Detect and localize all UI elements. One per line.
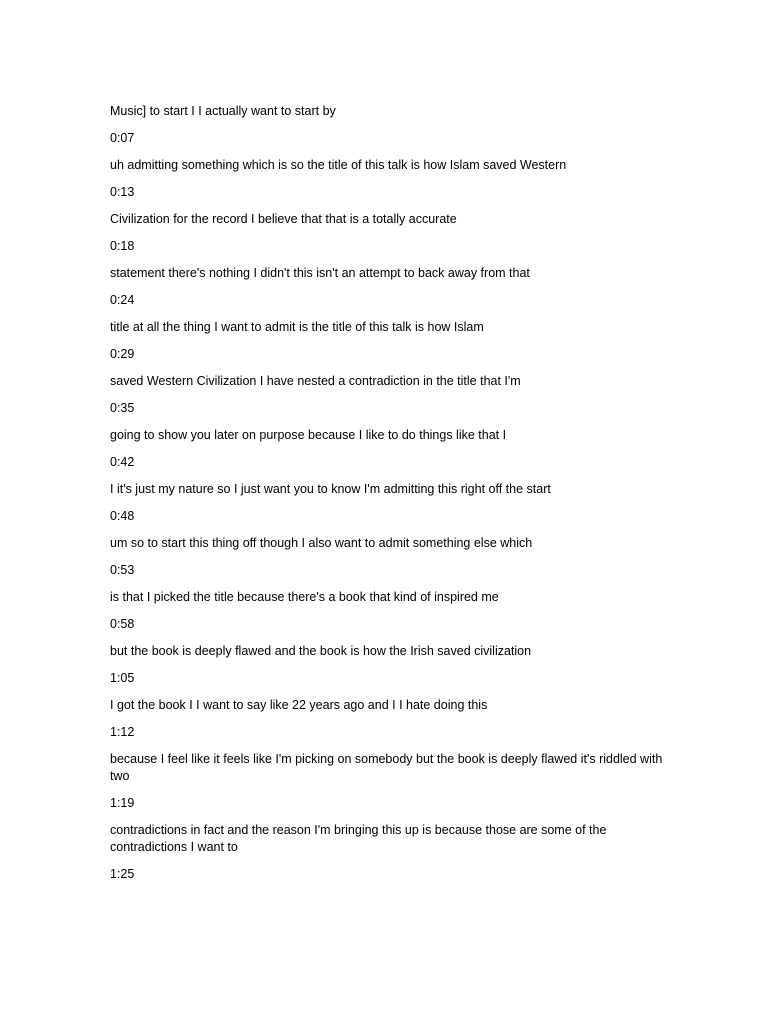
transcript-entry	[110, 751, 680, 785]
transcript-entry	[110, 427, 680, 444]
transcript-text: Music] to start I I actually want to start by	[110, 104, 336, 118]
transcript-entry	[110, 373, 680, 390]
transcript-timestamp-row	[110, 400, 680, 417]
transcript-timestamp: 0:35	[110, 401, 135, 415]
transcript-timestamp: 0:48	[110, 509, 135, 523]
transcript-timestamp: 0:24	[110, 293, 135, 307]
transcript-text: is that I picked the title because there's a book that kind of inspired me	[110, 590, 499, 604]
transcript-page	[110, 103, 680, 893]
transcript-timestamp: 0:29	[110, 347, 135, 361]
transcript-timestamp-row	[110, 238, 680, 255]
transcript-entry	[110, 319, 680, 336]
transcript-text: um so to start this thing off though I also want to admit something else which	[110, 536, 533, 550]
transcript-text: I got the book I I want to say like 22 years ago and I I hate doing this	[110, 698, 488, 712]
transcript-timestamp: 1:19	[110, 796, 135, 810]
transcript-text: contradictions in fact and the reason I'm bringing this up is because those are some of the contradictions I want to	[110, 823, 607, 854]
transcript-text: saved Western Civilization I have nested a contradiction in the title that I'm	[110, 374, 521, 388]
transcript-timestamp-row	[110, 724, 680, 741]
transcript-timestamp-row	[110, 130, 680, 147]
transcript-entry	[110, 265, 680, 282]
transcript-text: going to show you later on purpose because I like to do things like that I	[110, 428, 507, 442]
transcript-timestamp-row	[110, 616, 680, 633]
transcript-text: Civilization for the record I believe that that is a totally accurate	[110, 212, 457, 226]
transcript-timestamp-row	[110, 795, 680, 812]
transcript-timestamp: 1:12	[110, 725, 135, 739]
transcript-entry	[110, 822, 680, 856]
transcript-entry	[110, 643, 680, 660]
transcript-text: uh admitting something which is so the title of this talk is how Islam saved Western	[110, 158, 567, 172]
transcript-timestamp-row	[110, 562, 680, 579]
transcript-text: but the book is deeply flawed and the book is how the Irish saved civilization	[110, 644, 532, 658]
transcript-entry	[110, 697, 680, 714]
transcript-timestamp: 0:13	[110, 185, 135, 199]
transcript-entry	[110, 481, 680, 498]
transcript-list	[110, 103, 680, 883]
transcript-entry	[110, 103, 680, 120]
transcript-timestamp-row	[110, 292, 680, 309]
transcript-timestamp-row	[110, 866, 680, 883]
transcript-timestamp-row	[110, 670, 680, 687]
transcript-entry	[110, 211, 680, 228]
transcript-timestamp: 1:05	[110, 671, 135, 685]
transcript-entry	[110, 589, 680, 606]
transcript-text: statement there's nothing I didn't this isn't an attempt to back away from that	[110, 266, 530, 280]
transcript-timestamp: 0:18	[110, 239, 135, 253]
transcript-text: because I feel like it feels like I'm picking on somebody but the book is deeply flawed it's riddled with two	[110, 752, 663, 783]
transcript-timestamp-row	[110, 346, 680, 363]
transcript-timestamp: 0:07	[110, 131, 135, 145]
transcript-timestamp-row	[110, 454, 680, 471]
transcript-text: title at all the thing I want to admit is the title of this talk is how Islam	[110, 320, 484, 334]
transcript-text: I it's just my nature so I just want you to know I'm admitting this right off the start	[110, 482, 551, 496]
transcript-entry	[110, 535, 680, 552]
transcript-timestamp: 0:53	[110, 563, 135, 577]
transcript-timestamp: 1:25	[110, 867, 135, 881]
transcript-entry	[110, 157, 680, 174]
transcript-timestamp: 0:58	[110, 617, 135, 631]
transcript-timestamp-row	[110, 184, 680, 201]
transcript-timestamp-row	[110, 508, 680, 525]
transcript-timestamp: 0:42	[110, 455, 135, 469]
